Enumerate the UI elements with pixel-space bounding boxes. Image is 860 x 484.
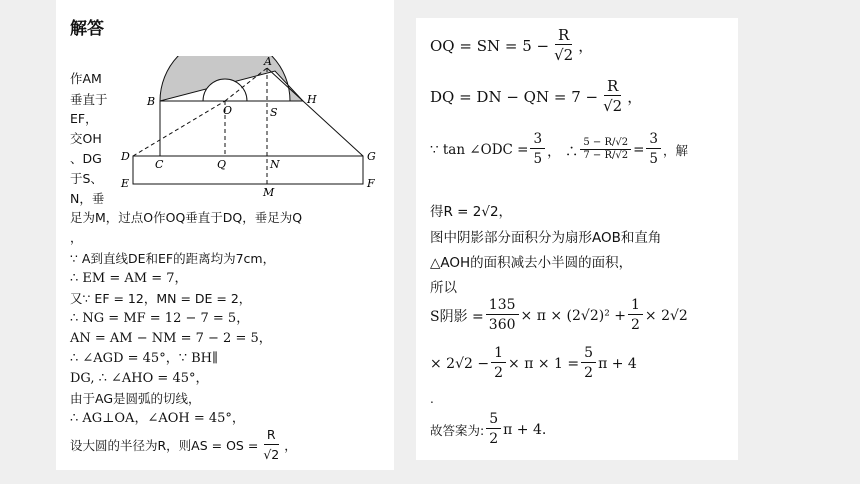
right-line-8: S阴影 = $\frac{135}{360}$ × π × (2√2)² + $\frac{1}{2}$ × 2√2	[430, 297, 688, 333]
left-line-5: 、DG	[70, 151, 102, 166]
label-h: H	[307, 93, 317, 106]
label-c: C	[155, 158, 164, 171]
right-line-4: 得R = 2√2，	[430, 204, 513, 220]
left-line-10: ∵ A到直线DE和EF的距离均为7cm，	[70, 251, 276, 266]
left-line-9: ，	[70, 230, 83, 245]
page-title: 解答	[70, 19, 104, 39]
left-line-3: EF，	[70, 111, 98, 126]
right-line-3: ∵ tan ∠ODC = $\frac{3}{5}$ ， ∴ $\frac{5 - R/√2}{7 - R/√2}$ = $\frac{3}{5}$ ，解	[430, 131, 689, 167]
right-line-10: .	[430, 392, 434, 406]
label-s: S	[270, 106, 278, 119]
right-line-1: OQ = SN = 5 − $\frac{R}{√2}$ ，	[430, 26, 594, 64]
left-line-12: 又∵ EF = 12，MN = DE = 2，	[70, 291, 252, 306]
label-n: N	[270, 158, 280, 171]
left-line-15: ∴ ∠AGD = 45°，∵ BH∥	[70, 351, 218, 366]
left-line-7: N，垂	[70, 191, 105, 206]
right-line-7: 所以	[430, 280, 457, 296]
left-line-13: ∴ NG = MF = 12 − 7 = 5，	[70, 311, 250, 326]
label-d: D	[121, 150, 130, 163]
label-b: B	[147, 95, 156, 108]
left-line-6: 于S、	[70, 171, 103, 186]
right-line-9: × 2√2 − $\frac{1}{2}$ × π × 1 = $\frac{5}{2}$ π + 4	[430, 345, 637, 381]
label-a: A	[264, 56, 272, 68]
right-line-6: △AOH的面积减去小半圆的面积，	[430, 255, 633, 271]
left-line-17: 由于AG是圆弧的切线，	[70, 391, 201, 406]
label-e: E	[121, 177, 130, 190]
left-line-16: DG, ∴ ∠AHO = 45°，	[70, 371, 209, 386]
line-od	[133, 101, 225, 156]
left-line-2: 垂直于	[70, 92, 108, 107]
left-line-1: 作AM	[70, 71, 102, 86]
left-line-11: ∴ EM = AM = 7，	[70, 271, 188, 286]
right-line-11: 故答案为: $\frac{5}{2}$ π + 4.	[430, 411, 547, 447]
right-line-2: DQ = DN − QN = 7 − $\frac{R}{√2}$ ，	[430, 77, 643, 115]
left-line-18: ∴ AG⊥OA，∠AOH = 45°，	[70, 411, 245, 426]
base-rectangle	[133, 156, 363, 184]
label-o: O	[223, 104, 233, 117]
label-g: G	[367, 150, 376, 163]
right-line-5: 图中阴影部分面积分为扇形AOB和直角	[430, 230, 662, 246]
left-line-4: 交OH	[70, 131, 102, 146]
left-line-8: 足为M，过点O作OQ垂直于DQ，垂足为Q	[70, 210, 303, 225]
label-m: M	[263, 186, 275, 199]
left-line-19: 设大圆的半径为R，则AS = OS = $\frac{R}{√2}$ ，	[70, 427, 297, 462]
geometry-figure	[115, 56, 385, 201]
line-ag	[267, 68, 363, 156]
label-q: Q	[217, 158, 227, 171]
label-f: F	[367, 177, 375, 190]
left-line-14: AN = AM − NM = 7 − 2 = 5，	[70, 331, 272, 346]
